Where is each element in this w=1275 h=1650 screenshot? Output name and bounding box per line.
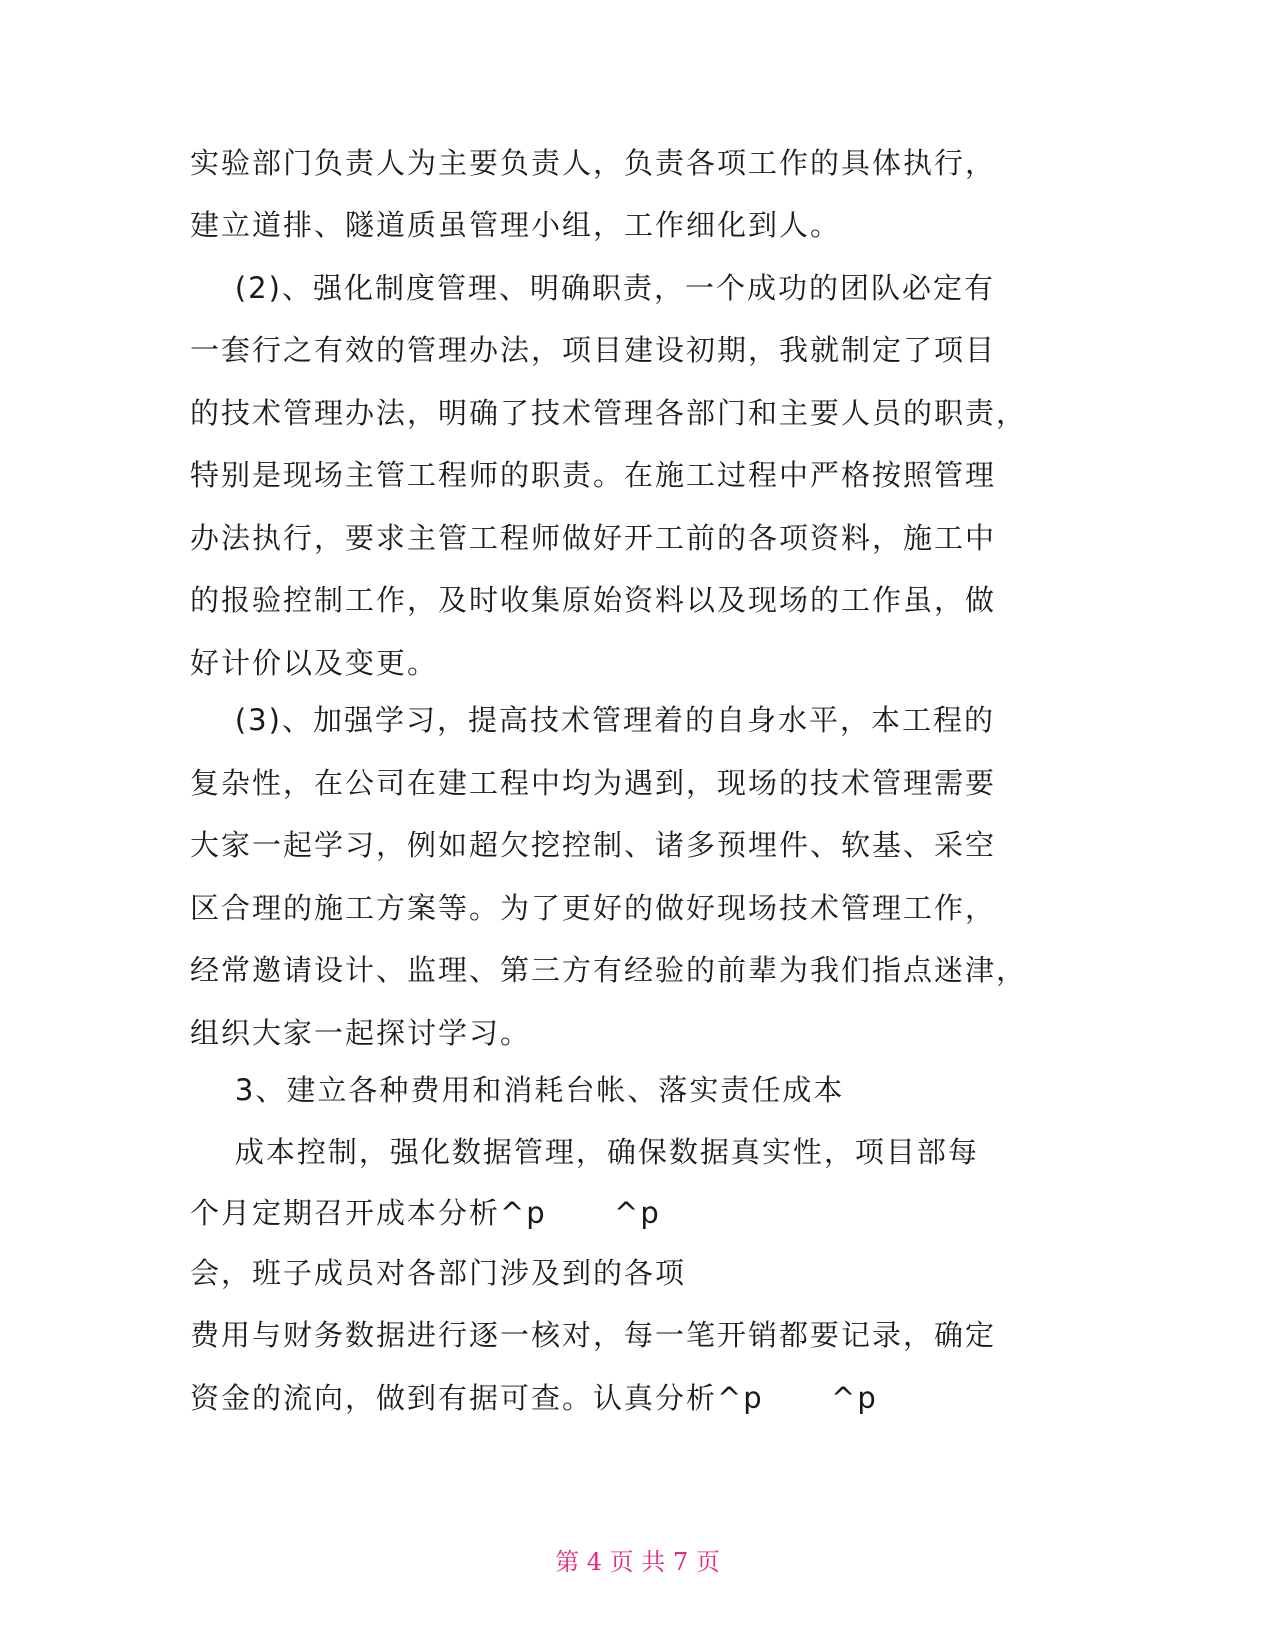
text-line: 资金的流向，做到有据可查。认真分析^p ^p (190, 1381, 878, 1415)
text-line: 一套行之有效的管理办法，项目建设初期，我就制定了项目 (190, 333, 997, 367)
text-line: 办法执行，要求主管工程师做好开工前的各项资料，施工中 (190, 521, 997, 555)
section-heading: 3、建立各种费用和消耗台帐、落实责任成本 (190, 1073, 845, 1107)
text-line: 区合理的施工方案等。为了更好的做好现场技术管理工作， (190, 891, 997, 925)
text-line: 实验部门负责人为主要负责人，负责各项工作的具体执行， (190, 146, 997, 180)
text-line: 的技术管理办法，明确了技术管理各部门和主要人员的职责， (190, 396, 1028, 430)
text-line: 经常邀请设计、监理、第三方有经验的前辈为我们指点迷津， (190, 953, 1028, 987)
page-number-footer: 第 4 页 共 7 页 (555, 1548, 720, 1576)
text-line: 组织大家一起探讨学习。 (190, 1016, 532, 1050)
text-line: 好计价以及变更。 (190, 646, 439, 680)
text-line: 建立道排、隧道质虽管理小组，工作细化到人。 (190, 208, 842, 242)
text-line: 成本控制，强化数据管理，确保数据真实性，项目部每 (190, 1135, 979, 1169)
text-line: 个月定期召开成本分析^p ^p (190, 1196, 661, 1230)
text-line: (2)、强化制度管理、明确职责，一个成功的团队必定有 (190, 271, 995, 305)
text-line: 会，班子成员对各部门涉及到的各项 (190, 1256, 687, 1290)
text-line: 大家一起学习，例如超欠挖控制、诸多预埋件、软基、采空 (190, 828, 997, 862)
text-line: 复杂性，在公司在建工程中均为遇到，现场的技术管理需要 (190, 766, 997, 800)
text-line: 的报验控制工作，及时收集原始资料以及现场的工作虽，做 (190, 583, 997, 617)
text-line: 特别是现场主管工程师的职责。在施工过程中严格按照管理 (190, 458, 997, 492)
text-line: (3)、加强学习，提高技术管理着的自身水平，本工程的 (190, 703, 995, 737)
text-line: 费用与财务数据进行逐一核对，每一笔开销都要记录，确定 (190, 1318, 997, 1352)
